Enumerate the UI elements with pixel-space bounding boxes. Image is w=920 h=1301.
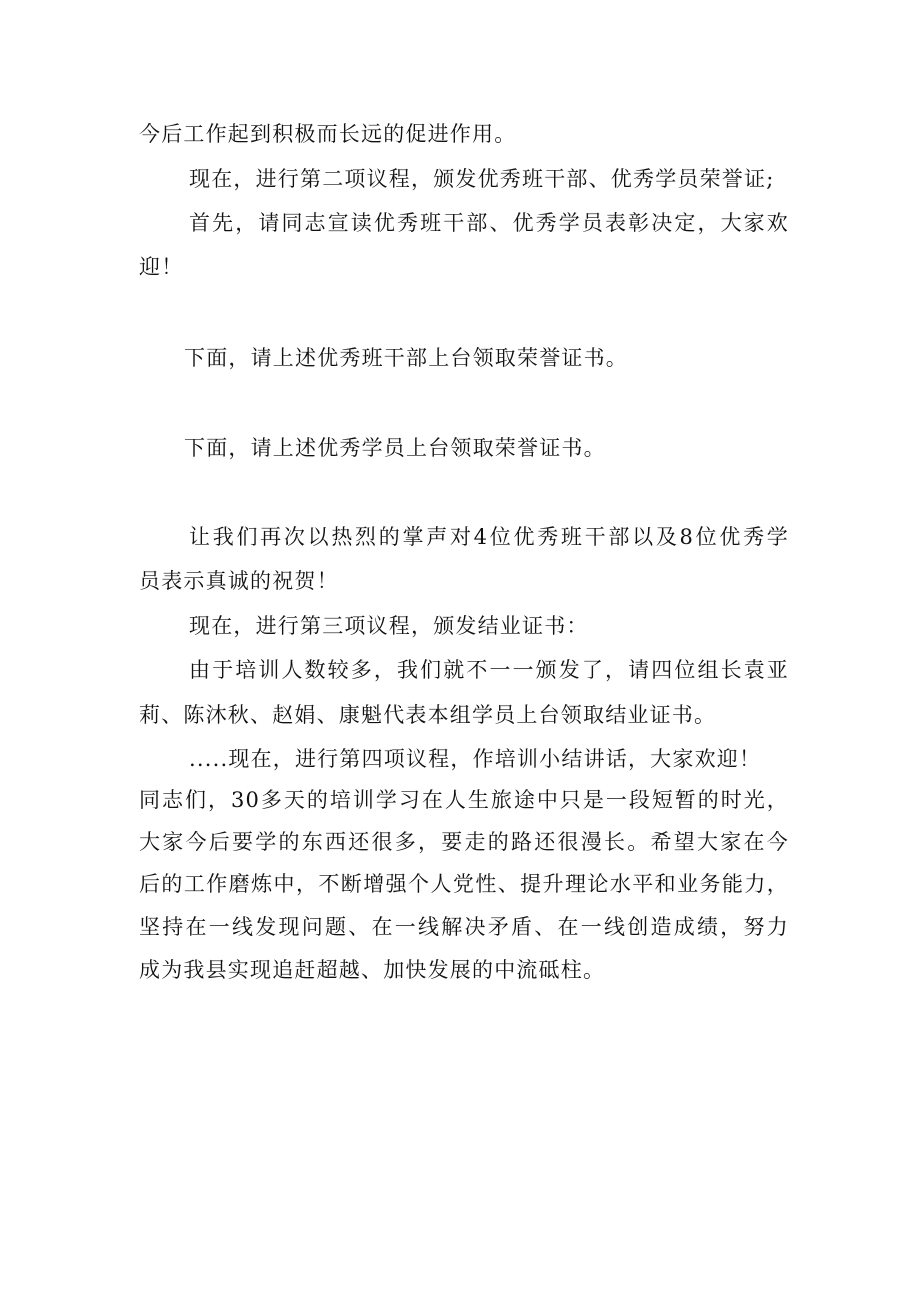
text-line-16: 坚持在一线发现问题、在一线解决矛盾、在一线创造成绩，努力 [139, 915, 789, 939]
text-line-12: .....现在，进行第四项议程，作培训小结讲话，大家欢迎！ [189, 747, 762, 771]
text-line-7: 让我们再次以热烈的掌声对4位优秀班干部以及8位优秀学 [189, 525, 789, 549]
text-line-6: 下面，请上述优秀学员上台领取荣誉证书。 [184, 436, 606, 460]
text-line-13: 同志们，30多天的培训学习在人生旅途中只是一段短暂的时光， [139, 788, 789, 812]
text-line-1: 今后工作起到积极而长远的促进作用。 [139, 122, 517, 146]
text-line-17: 成为我县实现追赶超越、加快发展的中流砥柱。 [139, 958, 606, 982]
text-line-15: 后的工作磨炼中，不断增强个人党性、提升理论水平和业务能力， [139, 872, 789, 896]
text-line-11: 莉、陈沐秋、赵娟、康魁代表本组学员上台领取结业证书。 [139, 703, 717, 727]
text-line-3: 首先，请同志宣读优秀班干部、优秀学员表彰决定，大家欢 [189, 211, 789, 235]
text-line-14: 大家今后要学的东西还很多，要走的路还很漫长。希望大家在今 [139, 830, 789, 854]
text-line-2: 现在，进行第二项议程，颁发优秀班干部、优秀学员荣誉证; [189, 167, 775, 191]
text-line-8: 员表示真诚的祝贺！ [139, 569, 339, 593]
text-line-9: 现在，进行第三项议程，颁发结业证书： [189, 614, 589, 638]
text-line-5: 下面，请上述优秀班干部上台领取荣誉证书。 [184, 346, 628, 370]
text-line-4: 迎！ [139, 255, 184, 279]
text-line-10: 由于培训人数较多，我们就不一一颁发了，请四位组长袁亚 [189, 658, 789, 682]
